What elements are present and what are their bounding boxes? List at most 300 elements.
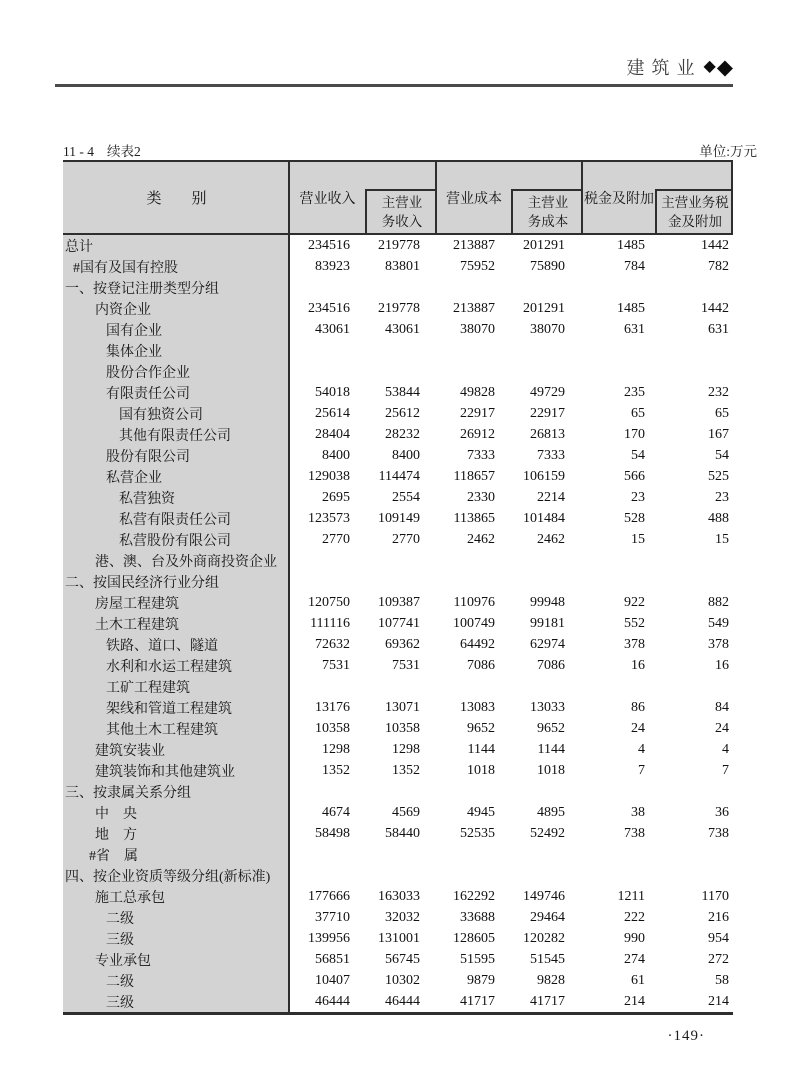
category-cell: 二级 [63, 970, 290, 991]
value-cell [655, 781, 733, 802]
value-cell: 54 [715, 447, 729, 463]
category-cell: 一、按登记注册类型分组 [63, 277, 290, 298]
value-cell: 1442 [701, 237, 729, 253]
table-row [63, 529, 733, 550]
value-cell: 1352 [322, 762, 350, 778]
value-cell [290, 844, 365, 865]
value-cell: 4945 [467, 804, 495, 820]
header-main-business-tax [655, 189, 733, 233]
value-cell: 170 [624, 426, 645, 442]
value-cell: 7531 [392, 657, 420, 673]
value-cell [655, 865, 733, 886]
value-cell [655, 844, 733, 865]
table-row [63, 949, 733, 970]
header-line: 主营业务税 [661, 195, 729, 210]
table-row [63, 907, 733, 928]
table-row [63, 550, 733, 571]
table-body [63, 235, 733, 1012]
value-cell [365, 676, 437, 697]
table-number [63, 140, 141, 160]
value-cell: 86 [631, 699, 645, 715]
value-cell: 10358 [385, 720, 420, 736]
value-cell: 378 [708, 636, 729, 652]
table-row [63, 613, 733, 634]
value-cell: 10302 [385, 972, 420, 988]
category-cell: 施工总承包 [63, 886, 290, 907]
table-row [63, 697, 733, 718]
value-cell [583, 277, 655, 298]
table-row [63, 592, 733, 613]
value-cell [437, 550, 511, 571]
category-cell: #国有及国有控股 [63, 256, 290, 277]
table-row [63, 508, 733, 529]
value-cell: 566 [624, 468, 645, 484]
value-cell: 954 [708, 930, 729, 946]
value-cell: 162292 [453, 888, 495, 904]
column-divider [288, 162, 290, 233]
category-cell: 专业承包 [63, 949, 290, 970]
value-cell: 219778 [378, 300, 420, 316]
value-cell [437, 571, 511, 592]
value-cell [583, 340, 655, 361]
category-cell: 水利和水运工程建筑 [63, 655, 290, 676]
value-cell: 7333 [537, 447, 565, 463]
value-cell: 84 [715, 699, 729, 715]
table-row [63, 928, 733, 949]
header-operating-revenue: 营业收入 [299, 191, 356, 207]
category-cell: 私营股份有限公司 [63, 529, 290, 550]
table-row [63, 466, 733, 487]
value-cell: 58 [715, 972, 729, 988]
value-cell: 46444 [315, 993, 350, 1009]
category-cell: 股份有限公司 [63, 445, 290, 466]
value-cell: 109387 [378, 594, 420, 610]
table-row [63, 802, 733, 823]
value-cell [290, 340, 365, 361]
value-cell: 65 [631, 405, 645, 421]
value-cell: 2770 [322, 531, 350, 547]
value-cell: 64492 [460, 636, 495, 652]
value-cell: 75952 [460, 258, 495, 274]
value-cell: 214 [708, 993, 729, 1009]
value-cell: 32032 [385, 909, 420, 925]
value-cell: 38 [631, 804, 645, 820]
value-cell [655, 550, 733, 571]
value-cell: 69362 [385, 636, 420, 652]
category-cell: 其他土木工程建筑 [63, 718, 290, 739]
table-row [63, 991, 733, 1012]
value-cell: 25612 [385, 405, 420, 421]
value-cell [290, 550, 365, 571]
value-cell: 28404 [315, 426, 350, 442]
value-cell: 990 [624, 930, 645, 946]
header-operating-cost: 营业成本 [446, 191, 502, 207]
value-cell [583, 865, 655, 886]
value-cell: 9879 [467, 972, 495, 988]
value-cell: 8400 [392, 447, 420, 463]
value-cell: 54 [631, 447, 645, 463]
value-cell: 99948 [530, 594, 565, 610]
value-cell: 52492 [530, 825, 565, 841]
value-cell [655, 361, 733, 382]
value-cell [583, 676, 655, 697]
diamond-icon: ◆ [716, 54, 733, 79]
value-cell: 10358 [315, 720, 350, 736]
value-cell: 139956 [308, 930, 350, 946]
value-cell: 129038 [308, 468, 350, 484]
value-cell: 101484 [523, 510, 565, 526]
table-row [63, 718, 733, 739]
value-cell [583, 571, 655, 592]
value-cell: 1018 [537, 762, 565, 778]
value-cell: 28232 [385, 426, 420, 442]
page-number: ·149· [667, 1028, 705, 1044]
value-cell: 72632 [315, 636, 350, 652]
statistics-table [63, 160, 733, 1015]
value-cell: 100749 [453, 615, 495, 631]
header-line: 务收入 [381, 214, 423, 229]
value-cell [655, 340, 733, 361]
value-cell: 2770 [392, 531, 420, 547]
value-cell: 56851 [315, 951, 350, 967]
value-cell: 1211 [617, 888, 645, 904]
value-cell: 16 [631, 657, 645, 673]
value-cell: 9652 [537, 720, 565, 736]
table-row [63, 445, 733, 466]
table-row [63, 823, 733, 844]
value-cell: 41717 [460, 993, 495, 1009]
value-cell: 1485 [617, 300, 645, 316]
value-cell: 7333 [467, 447, 495, 463]
value-cell: 738 [708, 825, 729, 841]
value-cell [511, 676, 583, 697]
chapter-banner [55, 54, 733, 80]
value-cell: 234516 [308, 237, 350, 253]
value-cell: 110976 [453, 594, 495, 610]
value-cell: 1442 [701, 300, 729, 316]
value-cell [365, 340, 437, 361]
banner-rule [55, 84, 733, 87]
value-cell: 15 [631, 531, 645, 547]
value-cell: 131001 [378, 930, 420, 946]
value-cell [437, 361, 511, 382]
value-cell: 13071 [385, 699, 420, 715]
value-cell [511, 781, 583, 802]
column-divider [581, 162, 583, 233]
category-cell: 集体企业 [63, 340, 290, 361]
table-row [63, 844, 733, 865]
category-cell: 股份合作企业 [63, 361, 290, 382]
value-cell: 2554 [392, 489, 420, 505]
value-cell: 58440 [385, 825, 420, 841]
category-cell: 架线和管道工程建筑 [63, 697, 290, 718]
header-tax-surcharge: 税金及附加 [584, 191, 654, 207]
value-cell [583, 781, 655, 802]
value-cell [437, 781, 511, 802]
value-cell: 4674 [322, 804, 350, 820]
value-cell: 13083 [460, 699, 495, 715]
header-line: 主营业 [381, 195, 423, 210]
value-cell: 128605 [453, 930, 495, 946]
value-cell: 2695 [322, 489, 350, 505]
value-cell: 216 [708, 909, 729, 925]
value-cell: 4569 [392, 804, 420, 820]
value-cell: 9652 [467, 720, 495, 736]
value-cell: 2462 [467, 531, 495, 547]
value-cell: 272 [708, 951, 729, 967]
value-cell: 43061 [315, 321, 350, 337]
value-cell [437, 865, 511, 886]
header-main-business-cost [511, 189, 583, 233]
value-cell: 26912 [460, 426, 495, 442]
value-cell: 7531 [322, 657, 350, 673]
category-cell: 铁路、道口、隧道 [63, 634, 290, 655]
value-cell [365, 781, 437, 802]
category-cell: 工矿工程建筑 [63, 676, 290, 697]
value-cell [290, 676, 365, 697]
value-cell [511, 550, 583, 571]
value-cell: 43061 [385, 321, 420, 337]
value-cell: 58498 [315, 825, 350, 841]
value-cell: 29464 [530, 909, 565, 925]
value-cell: 7 [722, 762, 729, 778]
table-row [63, 340, 733, 361]
value-cell [511, 844, 583, 865]
category-cell: 四、按企业资质等级分组(新标准) [63, 865, 290, 886]
value-cell: 8400 [322, 447, 350, 463]
value-cell [365, 361, 437, 382]
value-cell: 2462 [537, 531, 565, 547]
value-cell [583, 361, 655, 382]
category-cell: 总计 [63, 235, 290, 256]
value-cell: 1485 [617, 237, 645, 253]
header-line: 务成本 [527, 214, 569, 229]
value-cell: 61 [631, 972, 645, 988]
table-meta [63, 140, 757, 160]
value-cell: 38070 [460, 321, 495, 337]
category-cell: 三级 [63, 991, 290, 1012]
value-cell: 54018 [315, 384, 350, 400]
table-row [63, 865, 733, 886]
value-cell: 13176 [315, 699, 350, 715]
table-continued-label: 续表2 [107, 144, 141, 159]
value-cell: 922 [624, 594, 645, 610]
table-row [63, 487, 733, 508]
value-cell: 22917 [530, 405, 565, 421]
value-cell: 738 [624, 825, 645, 841]
value-cell: 1170 [701, 888, 729, 904]
value-cell: 33688 [460, 909, 495, 925]
category-cell: 地 方 [63, 823, 290, 844]
value-cell: 7 [638, 762, 645, 778]
value-cell: 552 [624, 615, 645, 631]
value-cell: 83923 [315, 258, 350, 274]
value-cell: 201291 [523, 237, 565, 253]
value-cell: 65 [715, 405, 729, 421]
value-cell [437, 340, 511, 361]
header-category: 类 别 [146, 191, 207, 207]
value-cell: 1352 [392, 762, 420, 778]
value-cell: 4 [638, 741, 645, 757]
category-cell: 港、澳、台及外商商投资企业 [63, 550, 290, 571]
value-cell: 49729 [530, 384, 565, 400]
value-cell: 219778 [378, 237, 420, 253]
value-cell: 882 [708, 594, 729, 610]
table-row [63, 739, 733, 760]
header-line: 金及附加 [668, 214, 722, 229]
chapter-title: 建筑业 [626, 58, 702, 78]
table-row [63, 676, 733, 697]
value-cell [583, 844, 655, 865]
column-divider [731, 162, 733, 233]
value-cell: 83801 [385, 258, 420, 274]
value-cell [583, 550, 655, 571]
column-divider [435, 162, 437, 233]
value-cell: 234516 [308, 300, 350, 316]
category-cell: 建筑装饰和其他建筑业 [63, 760, 290, 781]
table-row [63, 403, 733, 424]
value-cell: 163033 [378, 888, 420, 904]
value-cell: 38070 [530, 321, 565, 337]
table-row [63, 781, 733, 802]
table-row [63, 277, 733, 298]
value-cell: 49828 [460, 384, 495, 400]
value-cell: 213887 [453, 300, 495, 316]
value-cell: 23 [631, 489, 645, 505]
value-cell [511, 277, 583, 298]
value-cell: 111116 [310, 615, 350, 631]
value-cell: 232 [708, 384, 729, 400]
value-cell: 99181 [530, 615, 565, 631]
value-cell [511, 571, 583, 592]
value-cell: 528 [624, 510, 645, 526]
value-cell [365, 844, 437, 865]
value-cell: 2330 [467, 489, 495, 505]
value-cell: 36 [715, 804, 729, 820]
category-cell: 二级 [63, 907, 290, 928]
value-cell: 62974 [530, 636, 565, 652]
value-cell: 1018 [467, 762, 495, 778]
category-cell: 中 央 [63, 802, 290, 823]
category-cell: 私营独资 [63, 487, 290, 508]
category-cell: 三级 [63, 928, 290, 949]
table-row [63, 319, 733, 340]
table-row [63, 634, 733, 655]
value-cell: 16 [715, 657, 729, 673]
value-cell [511, 865, 583, 886]
value-cell: 23 [715, 489, 729, 505]
value-cell: 235 [624, 384, 645, 400]
value-cell: 7086 [537, 657, 565, 673]
value-cell [437, 676, 511, 697]
table-header [63, 162, 733, 235]
category-cell: #省 属 [63, 844, 290, 865]
value-cell: 52535 [460, 825, 495, 841]
value-cell: 51545 [530, 951, 565, 967]
value-cell: 109149 [378, 510, 420, 526]
category-cell: 二、按国民经济行业分组 [63, 571, 290, 592]
value-cell: 4 [722, 741, 729, 757]
value-cell [437, 277, 511, 298]
value-cell: 107741 [378, 615, 420, 631]
value-cell [437, 844, 511, 865]
value-cell [655, 277, 733, 298]
value-cell: 24 [631, 720, 645, 736]
category-cell: 土木工程建筑 [63, 613, 290, 634]
value-cell [290, 361, 365, 382]
table-row [63, 571, 733, 592]
value-cell: 488 [708, 510, 729, 526]
value-cell [655, 571, 733, 592]
value-cell: 15 [715, 531, 729, 547]
value-cell: 1144 [467, 741, 495, 757]
value-cell: 549 [708, 615, 729, 631]
value-cell: 525 [708, 468, 729, 484]
category-cell: 内资企业 [63, 298, 290, 319]
category-cell: 建筑安装业 [63, 739, 290, 760]
table-row [63, 970, 733, 991]
value-cell [511, 361, 583, 382]
header-main-business-revenue [365, 189, 437, 233]
value-cell: 378 [624, 636, 645, 652]
value-cell: 41717 [530, 993, 565, 1009]
value-cell [365, 571, 437, 592]
value-cell: 177666 [308, 888, 350, 904]
table-row [63, 886, 733, 907]
table-number-id: 11 - 4 [63, 144, 94, 159]
value-cell: 782 [708, 258, 729, 274]
table-row [63, 361, 733, 382]
value-cell: 26813 [530, 426, 565, 442]
value-cell: 25614 [315, 405, 350, 421]
category-cell: 三、按隶属关系分组 [63, 781, 290, 802]
table-row [63, 298, 733, 319]
value-cell: 56745 [385, 951, 420, 967]
value-cell: 120282 [523, 930, 565, 946]
category-cell: 其他有限责任公司 [63, 424, 290, 445]
value-cell: 149746 [523, 888, 565, 904]
value-cell: 123573 [308, 510, 350, 526]
value-cell [511, 340, 583, 361]
value-cell: 7086 [467, 657, 495, 673]
value-cell: 631 [708, 321, 729, 337]
value-cell: 784 [624, 258, 645, 274]
value-cell: 214 [624, 993, 645, 1009]
header-line: 主营业 [527, 195, 569, 210]
value-cell [290, 865, 365, 886]
value-cell [365, 277, 437, 298]
category-cell: 有限责任公司 [63, 382, 290, 403]
category-cell: 国有独资公司 [63, 403, 290, 424]
value-cell: 118657 [453, 468, 495, 484]
value-cell: 274 [624, 951, 645, 967]
value-cell: 24 [715, 720, 729, 736]
table-row [63, 256, 733, 277]
value-cell: 1144 [537, 741, 565, 757]
category-cell: 私营有限责任公司 [63, 508, 290, 529]
value-cell: 1298 [392, 741, 420, 757]
table-row [63, 382, 733, 403]
value-cell: 2214 [537, 489, 565, 505]
value-cell: 53844 [385, 384, 420, 400]
value-cell: 37710 [315, 909, 350, 925]
table-row [63, 655, 733, 676]
value-cell [290, 277, 365, 298]
value-cell [290, 781, 365, 802]
value-cell: 75890 [530, 258, 565, 274]
value-cell: 13033 [530, 699, 565, 715]
value-cell: 106159 [523, 468, 565, 484]
